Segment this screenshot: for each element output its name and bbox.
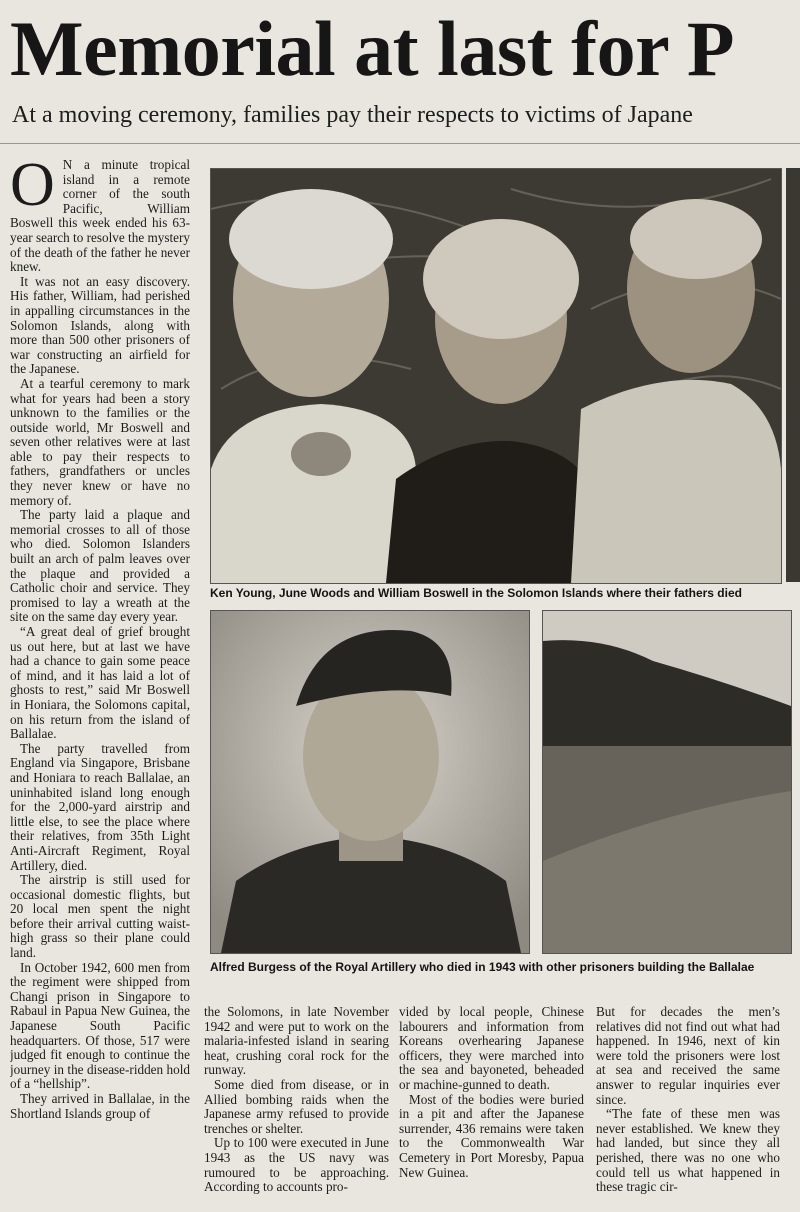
- article-paragraph: In October 1942, 600 men from the regiment were shipped from Changi prison in Singapore to Rabaul in Papua New Guinea, the Japanese South Pacific headquarters. Of those, 517 were judged fit enough to continue the journey in the disease-ridden hold of a “hellship”.: [10, 959, 190, 1092]
- airstrip-landscape-photo: [542, 610, 792, 954]
- article-paragraph: The party travelled from England via Singapore, Brisbane and Honiara to reach Ballalae, an uninhabited island long enough for the 2,000-yard airstrip and little else, to see the place where their relatives, from 35th Light Anti-Aircraft Regiment, Royal Artillery, died.: [10, 740, 190, 873]
- article-column-3: [399, 1005, 584, 1205]
- article-paragraph: Some died from disease, or in Allied bombing raids when the Japanese army refused to provide trenches or shelter.: [204, 1076, 389, 1136]
- article-column-4: [596, 1005, 780, 1205]
- drop-cap: O: [10, 158, 55, 219]
- article-column-1: [10, 158, 190, 1208]
- article-paragraph: Up to 100 were executed in June 1943 as the US navy was rumoured to be approaching. According to accounts pro-: [204, 1135, 389, 1195]
- family-photo-caption: Ken Young, June Woods and William Boswell in the Solomon Islands where their fathers died: [210, 586, 742, 600]
- article-paragraph: The airstrip is still used for occasional domestic flights, but 20 local men spent the night before their arrival cutting waist-high grass so their plane could land.: [10, 872, 190, 961]
- article-paragraph: the Solomons, in late November 1942 and were put to work on the malaria-infested island in searing heat, crushing coral rock for the runway.: [204, 1005, 389, 1078]
- article-paragraph: “The fate of these men was never established. We knew they had landed, but since they all perished, there was no one who could tell us what happened in these tragic cir-: [596, 1106, 780, 1195]
- article-paragraph: But for decades the men’s relatives did not find out what had happened. In 1946, next of kin were told the prisoners were lost at sea and received the same answer to regular inquiries ever since.: [596, 1005, 780, 1107]
- article-column-2: [204, 1005, 389, 1205]
- soldier-portrait-photo: [210, 610, 530, 954]
- article-paragraph: They arrived in Ballalae, in the Shortland Islands group of: [10, 1091, 190, 1121]
- article-paragraph: [10, 158, 190, 275]
- paragraph-text: N a minute tropical island in a remote corner of the south Pacific, William Boswell this week ended his 63-year search to resolve the mystery of the death of the father he never knew.: [10, 158, 190, 275]
- subheadline: At a moving ceremony, families pay their respects to victims of Japane: [12, 102, 693, 128]
- article-paragraph: The party laid a plaque and memorial crosses to all of those who died. Solomon Islanders built an arch of palm leaves over the plaque and provided a Catholic choir and service. They promised to lay a wreath at the site on the same day every year.: [10, 507, 190, 625]
- article-paragraph: “A great deal of grief brought us out here, but at last we have had a chance to gain some peace of mind, and it has laid a lot of ghosts to rest,” said Mr Boswell in Honiara, the Solomons capital, on his return from the island of Ballalae.: [10, 624, 190, 742]
- family-photo: [210, 168, 782, 584]
- header-rule: [0, 143, 800, 144]
- adjacent-photo-edge: [786, 168, 800, 582]
- article-paragraph: At a tearful ceremony to mark what for years had been a story unknown to the families or the outside world, Mr Boswell and seven other relatives were at last able to pay their respects to fathers, grandfathers or uncles they never knew or have no memory of.: [10, 375, 190, 508]
- soldier-photo-caption: Alfred Burgess of the Royal Artillery who died in 1943 with other prisoners building the Ballalae: [210, 960, 755, 974]
- article-paragraph: It was not an easy discovery. His father, William, had perished in appalling circumstances in the Solomon Islands, along with more than 500 other prisoners of war constructing an airfield for the Japanese.: [10, 273, 190, 377]
- article-paragraph: vided by local people, Chinese labourers and information from Koreans overhearing Japanese officers, they were marched into the sea and bayoneted, beheaded or machine-gunned to death.: [399, 1005, 584, 1092]
- article-paragraph: Most of the bodies were buried in a pit and after the Japanese surrender, 436 remains were taken to the Commonwealth War Cemetery in Port Moresby, Papua New Guinea.: [399, 1091, 584, 1180]
- headline: Memorial at last for P: [10, 5, 734, 92]
